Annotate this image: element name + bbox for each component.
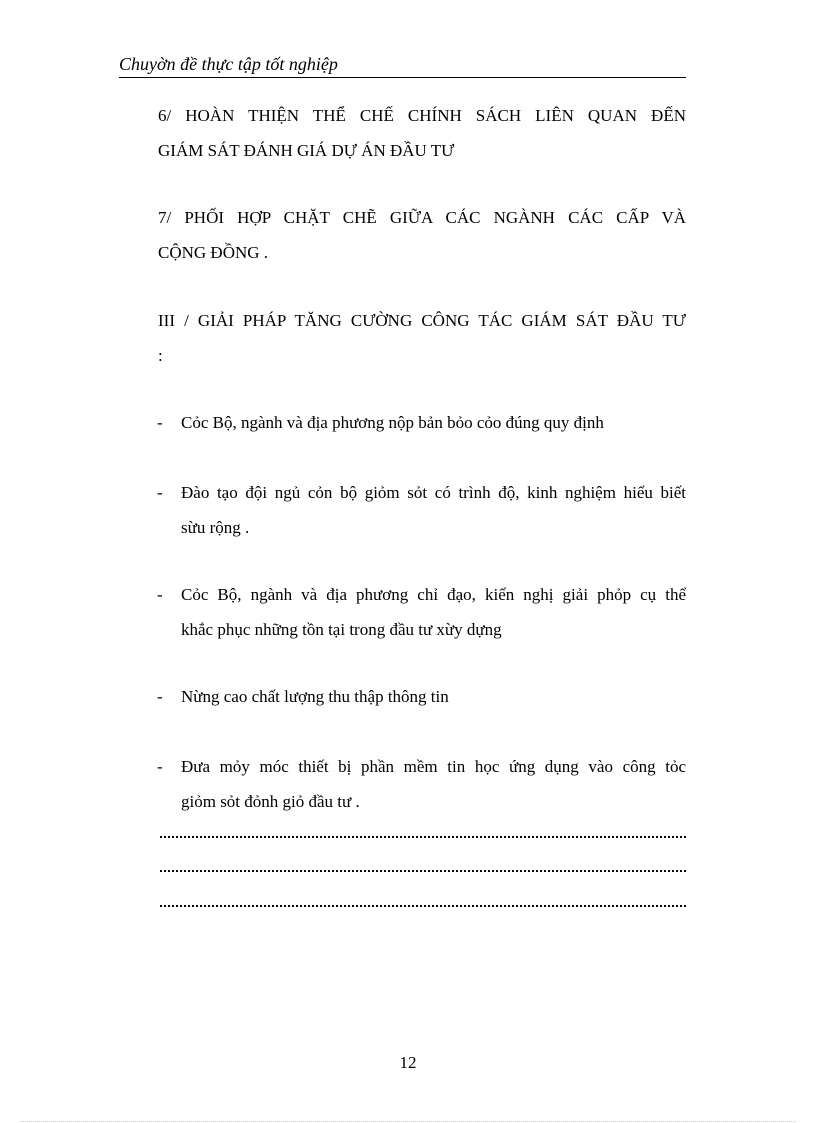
section-heading-III bbox=[158, 303, 686, 373]
section-heading-6 bbox=[158, 98, 686, 168]
list-item-text bbox=[181, 679, 686, 714]
header-title: Chuyờn đề thực tập tốt nghiệp bbox=[119, 54, 338, 74]
list-item-text bbox=[181, 749, 686, 819]
list-item bbox=[157, 679, 686, 714]
list-item-line: Cỏc Bộ, ngành và địa phương nộp bản bỏo cỏo đúng quy định bbox=[181, 413, 604, 432]
bullet-dash: - bbox=[157, 585, 163, 604]
heading-line: CỘNG ĐỒNG . bbox=[158, 243, 269, 262]
list-item-line: Cỏc Bộ, ngành và địa phương chỉ đạo, kiến nghị giải phỏp cụ thể bbox=[181, 585, 686, 604]
heading-line: : bbox=[158, 346, 163, 365]
list-item-line: Nừng cao chất lượng thu thập thông tin bbox=[181, 687, 449, 706]
bullet-dash: - bbox=[157, 687, 163, 706]
heading-line: III / GIẢI PHÁP TĂNG CƯỜNG CÔNG TÁC GIÁM SÁT ĐẦU TƯ bbox=[158, 311, 686, 330]
list-item-text bbox=[181, 577, 686, 647]
page-header bbox=[119, 52, 686, 78]
list-item bbox=[157, 405, 686, 440]
list-item-text bbox=[181, 405, 686, 440]
heading-line: 6/ HOÀN THIỆN THỂ CHẾ CHÍNH SÁCH LIÊN QUAN ĐẾN bbox=[158, 106, 686, 125]
heading-line: GIÁM SÁT ĐÁNH GIÁ DỰ ÁN ĐẦU TƯ bbox=[158, 141, 455, 160]
bullet-dash: - bbox=[157, 757, 163, 776]
page-edge-divider bbox=[20, 1121, 796, 1122]
list-item-line: giỏm sỏt đỏnh giỏ đầu tư . bbox=[181, 792, 360, 811]
list-item-line: khắc phục những tồn tại trong đầu tư xừy dựng bbox=[181, 620, 502, 639]
list-item-line: Đào tạo đội ngủ cỏn bộ giỏm sỏt có trình độ, kinh nghiệm hiểu biết bbox=[181, 483, 686, 502]
dotted-fill-line bbox=[160, 905, 686, 907]
dotted-fill-line bbox=[160, 836, 686, 838]
list-item-line: sừu rộng . bbox=[181, 518, 250, 537]
dotted-fill-line bbox=[160, 870, 686, 872]
list-item bbox=[157, 577, 686, 647]
page-number: 12 bbox=[399, 1053, 417, 1072]
section-heading-7 bbox=[158, 200, 686, 270]
list-item-line: Đưa mỏy móc thiết bị phần mềm tin học ứng dụng vào công tỏc bbox=[181, 757, 686, 776]
list-item bbox=[157, 749, 686, 819]
list-item bbox=[157, 475, 686, 545]
bullet-dash: - bbox=[157, 413, 163, 432]
heading-line: 7/ PHỐI HỢP CHẶT CHẼ GIỮA CÁC NGÀNH CÁC CẤP VÀ bbox=[158, 208, 686, 227]
bullet-dash: - bbox=[157, 483, 163, 502]
list-item-text bbox=[181, 475, 686, 545]
